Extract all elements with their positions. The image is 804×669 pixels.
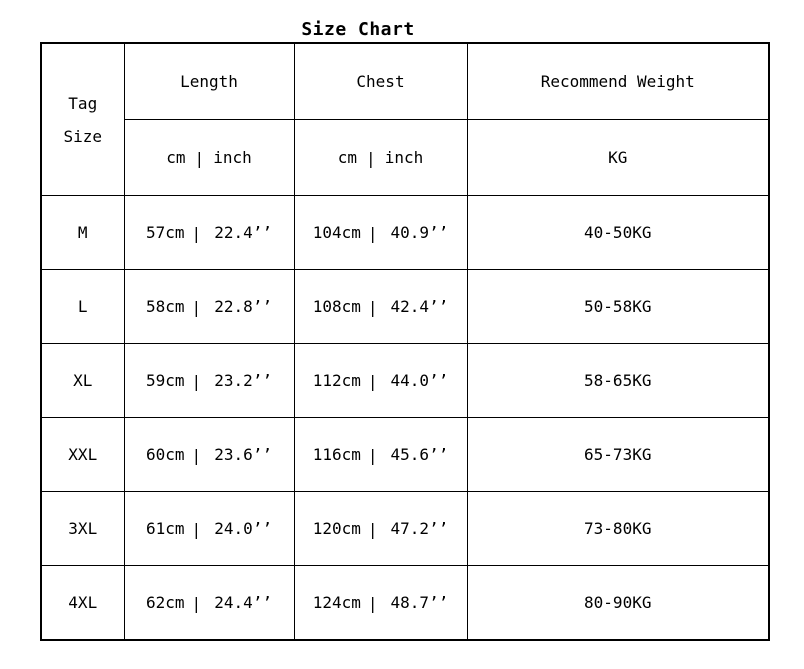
length-cell xyxy=(124,492,294,566)
length-cell xyxy=(124,566,294,641)
chest-inch-value: 42.4’’ xyxy=(390,296,449,316)
table-row-m xyxy=(41,196,769,270)
size-cell: XXL xyxy=(41,418,124,492)
chest-inch-value: 45.6’’ xyxy=(390,444,449,464)
chest-cm-value: 104cm xyxy=(312,222,361,242)
length-cm-value: 60cm xyxy=(146,444,185,464)
chest-cm-value: 108cm xyxy=(312,296,361,316)
chest-inch-value: 47.2’’ xyxy=(390,518,449,538)
chest-cm-value: 124cm xyxy=(312,592,361,612)
chest-cm-value: 116cm xyxy=(312,444,361,464)
page-title: Size Chart xyxy=(301,19,415,40)
size-cell: M xyxy=(41,196,124,270)
header-weight-unit: KG xyxy=(467,120,769,196)
weight-cell: 65-73KG xyxy=(467,418,769,492)
table-row-l xyxy=(41,270,769,344)
size-cell: 4XL xyxy=(41,566,124,641)
length-unit-cm-label: cm xyxy=(166,147,186,167)
chest-cm-value: 120cm xyxy=(312,518,361,538)
length-inch-value: 22.8’’ xyxy=(214,296,272,316)
table-row-3xl xyxy=(41,492,769,566)
weight-cell: 73-80KG xyxy=(467,492,769,566)
length-inch-value: 22.4’’ xyxy=(214,222,272,242)
size-cell: 3XL xyxy=(41,492,124,566)
value-separator: | xyxy=(367,297,378,317)
length-cell xyxy=(124,344,294,418)
value-separator: | xyxy=(367,371,378,391)
chest-cm-value: 112cm xyxy=(312,370,361,390)
length-cell xyxy=(124,270,294,344)
value-separator: | xyxy=(191,519,202,539)
value-separator: | xyxy=(367,223,378,243)
chest-cell xyxy=(294,344,467,418)
chest-cell xyxy=(294,492,467,566)
header-tag-size xyxy=(41,43,124,196)
header-length-units xyxy=(124,120,294,196)
unit-separator: | xyxy=(366,148,376,168)
chest-cell xyxy=(294,196,467,270)
chest-cell xyxy=(294,270,467,344)
size-cell: XL xyxy=(41,344,124,418)
table-row-4xl xyxy=(41,566,769,641)
header-row-1 xyxy=(41,43,769,120)
value-separator: | xyxy=(191,445,202,465)
length-cm-value: 59cm xyxy=(146,370,185,390)
unit-separator: | xyxy=(194,148,205,168)
length-cm-value: 57cm xyxy=(146,222,185,242)
value-separator: | xyxy=(191,371,202,391)
length-inch-value: 24.4’’ xyxy=(214,592,272,612)
length-inch-value: 23.2’’ xyxy=(214,370,272,390)
weight-cell: 50-58KG xyxy=(467,270,769,344)
table-row-xxl xyxy=(41,418,769,492)
value-separator: | xyxy=(367,519,378,539)
chest-inch-value: 44.0’’ xyxy=(390,370,449,390)
length-unit-inch-label: inch xyxy=(213,147,252,167)
value-separator: | xyxy=(191,593,202,613)
length-cell xyxy=(124,196,294,270)
weight-cell: 58-65KG xyxy=(467,344,769,418)
table-row-xl xyxy=(41,344,769,418)
size-cell: L xyxy=(41,270,124,344)
header-recommend-weight: Recommend Weight xyxy=(467,43,769,120)
value-separator: | xyxy=(191,223,202,243)
length-inch-value: 24.0’’ xyxy=(214,518,272,538)
value-separator: | xyxy=(191,297,202,317)
length-cm-value: 61cm xyxy=(146,518,185,538)
header-row-2 xyxy=(41,120,769,196)
length-cm-value: 58cm xyxy=(146,296,185,316)
header-chest-units xyxy=(294,120,467,196)
length-inch-value: 23.6’’ xyxy=(214,444,272,464)
header-tag-line: Tag xyxy=(68,93,98,113)
value-separator: | xyxy=(367,445,378,465)
chest-inch-value: 40.9’’ xyxy=(390,222,449,242)
length-cm-value: 62cm xyxy=(146,592,185,612)
weight-cell: 80-90KG xyxy=(467,566,769,641)
weight-cell: 40-50KG xyxy=(467,196,769,270)
size-chart-table xyxy=(40,42,770,641)
chest-unit-cm-label: cm xyxy=(337,147,358,167)
chest-unit-inch-label: inch xyxy=(384,147,424,167)
header-size-line: Size xyxy=(63,126,103,146)
header-chest: Chest xyxy=(294,43,467,120)
chest-cell xyxy=(294,566,467,641)
value-separator: | xyxy=(367,593,378,613)
chest-inch-value: 48.7’’ xyxy=(390,592,449,612)
header-length: Length xyxy=(124,43,294,120)
chest-cell xyxy=(294,418,467,492)
length-cell xyxy=(124,418,294,492)
